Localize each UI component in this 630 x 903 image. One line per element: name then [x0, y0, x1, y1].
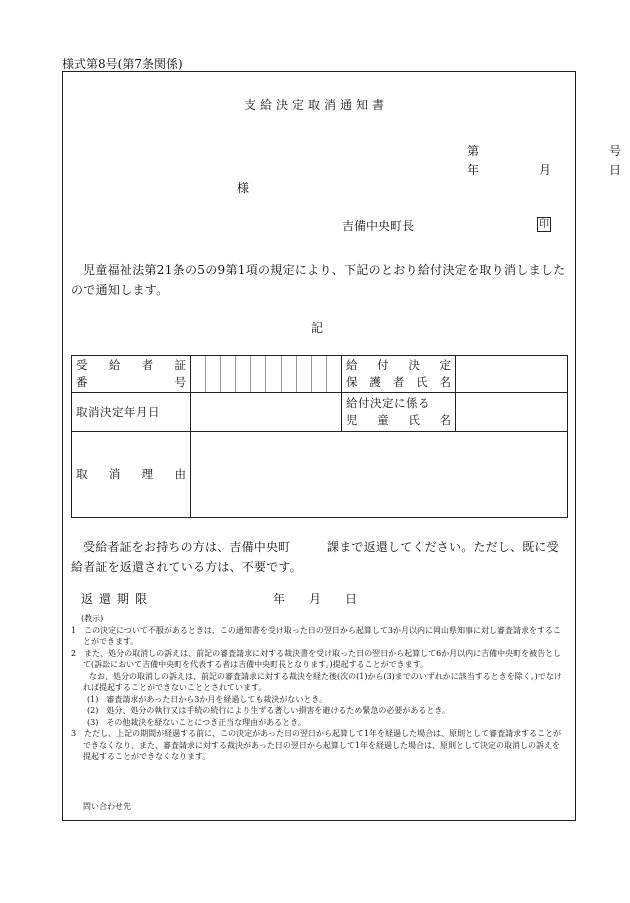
doc-no-dai: 第: [467, 144, 480, 158]
recipient-no-label: [72, 356, 191, 393]
recipient-no-label-char: 号: [174, 375, 186, 389]
reason-label: [72, 432, 191, 518]
contact-label: 問い合わせ先: [83, 802, 131, 811]
note-1: 1 この決定について不服があるときは、この通知書を受け取った日の翌日から起算して3か月以内に岡山県知事に対し審査請求をすることができます。: [71, 625, 562, 646]
note-sub-3: (3) その他裁決を経ないことにつき正当な理由があるとき。: [87, 717, 306, 727]
details-table: [71, 355, 568, 518]
guardian-name-label: [342, 356, 456, 393]
appeal-instructions: [71, 613, 567, 763]
guardian-label-char: 付: [377, 358, 389, 372]
guardian-label-char: 給: [346, 358, 358, 372]
child-label-line1: 給付決定に係る: [346, 396, 430, 410]
recipient-no-label-char: 証: [174, 358, 186, 372]
date-day: 日: [609, 163, 622, 177]
guardian-label-char: 保: [346, 375, 358, 389]
document-frame: [62, 71, 622, 821]
seal-mark: 印: [539, 219, 549, 230]
return-deadline-date: 年 月 日: [273, 592, 358, 606]
child-name-value: [456, 393, 568, 432]
ki-heading: 記: [311, 321, 324, 335]
reason-label-char: 消: [108, 467, 121, 481]
cancel-date-text: 取消決定年月日: [76, 405, 160, 419]
child-label-char: 氏: [408, 413, 420, 427]
child-label-char: 童: [377, 413, 389, 427]
guardian-label-char: 決: [408, 358, 420, 372]
note-2b: なお、処分の取消しの訴えは、前記の審査請求に対する裁決を経た後(次の(1)から(3)までのいずれかに該当するときを除く。)でなければ提起することができないこととされています。: [83, 671, 562, 692]
note-sub-2: (2) 処分、処分の執行又は手続の続行により生ずる著しい損害を避けるため緊急の必要があるとき。: [87, 706, 451, 715]
date-year: 年: [467, 163, 480, 177]
addressee-suffix: 様: [237, 181, 250, 195]
cancel-date-value: [191, 393, 342, 432]
note-2: 2 また、処分の取消しの訴えは、前記の審査請求に対する裁決書を受け取った日の翌日から起算して6か月以内に吉備中央町を被告として(訴訟において吉備中央町を代表する者は吉備中央町長となります。)提起することができます。: [71, 648, 562, 669]
guardian-label-char: 名: [439, 375, 451, 389]
issuer-name: 吉備中央町長: [342, 219, 415, 233]
body-text: 児童福祉法第21条の5の9第1項の規定により、下記のとおり給付決定を取り消しましたので通知します。: [71, 263, 566, 297]
cancel-date-label: [72, 393, 191, 432]
note-3: 3 ただし、上記の期間が経過する前に、この決定があった日の翌日から起算して1年を経過した場合は、原則として審査請求することができなくなり、また、審査請求に対する裁決があった日の翌日から起算して1年を経過した場合は、原則として決定の取消しの訴えを提起することができなくなります。: [71, 729, 562, 761]
recipient-no-label-char: 給: [108, 358, 121, 372]
child-label-char: 児: [346, 413, 358, 427]
notes-heading: (教示): [81, 614, 104, 623]
date-month: 月: [539, 163, 552, 177]
child-label-char: 名: [439, 413, 451, 427]
recipient-no-label-char: 者: [141, 358, 154, 372]
doc-no-go: 号: [609, 144, 622, 158]
guardian-label-char: 護: [369, 375, 381, 389]
recipient-no-label-char: 受: [76, 358, 88, 372]
guardian-label-char: 者: [392, 375, 405, 389]
guardian-label-char: 氏: [416, 375, 428, 389]
recipient-no-cells: [191, 356, 342, 393]
child-name-label: [342, 393, 456, 432]
reason-label-char: 取: [76, 467, 88, 481]
guardian-label-char: 定: [439, 358, 451, 372]
note-sub-1: (1) 審査請求があった日から3か月を経過しても裁決がないとき。: [87, 694, 328, 704]
return-notice: 受給者証をお持ちの方は、吉備中央町 課まで返還してください。ただし、既に受給者証を返還されている方は、不要です。: [71, 540, 559, 574]
reason-value: [191, 432, 568, 518]
return-deadline-label: 返還期限: [81, 592, 154, 606]
recipient-no-label-char: 番: [76, 375, 88, 389]
reason-label-char: 理: [141, 467, 154, 481]
reason-label-char: 由: [174, 467, 186, 481]
guardian-name-value: [456, 356, 568, 393]
document-title: 支給決定取消通知書: [244, 98, 389, 112]
form-number-label: 様式第8号(第7条関係): [62, 57, 183, 71]
